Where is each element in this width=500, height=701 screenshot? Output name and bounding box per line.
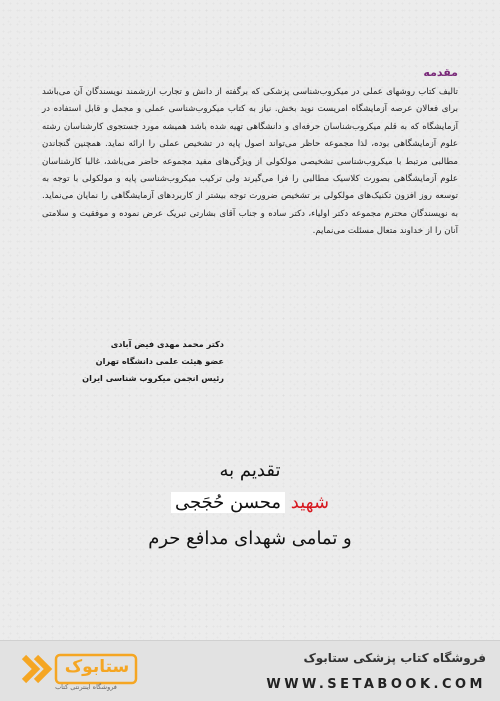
store-footer	[0, 640, 500, 701]
intro-heading: مقدمه	[423, 66, 458, 79]
martyr-word: شهید	[290, 492, 330, 513]
logo-wordmark: ستابوک	[64, 657, 130, 677]
dedication-martyr-line	[0, 492, 500, 513]
store-name: فروشگاه کتاب پزشکی ستابوک	[303, 651, 486, 665]
author-role-faculty: عضو هیئت علمی دانشگاه تهران	[95, 356, 224, 366]
author-name: دکتر محمد مهدی فیض آبادی	[110, 339, 224, 349]
intro-body	[42, 84, 458, 241]
dedication-last-line: و تمامی شهدای مدافع حرم	[148, 528, 352, 549]
author-role-president: رئیس انجمن میکروب شناسی ایران	[82, 373, 224, 383]
author-signature	[44, 336, 224, 387]
dedication-title: تقدیم به	[219, 460, 281, 481]
martyr-name: محسن حُجَجی	[171, 492, 285, 513]
logo-tagline: فروشگاه اینترنتی کتاب	[55, 683, 117, 691]
store-url[interactable]: WWW.SETABOOK.COM	[266, 677, 486, 692]
intro-paragraph: تالیف کتاب روشهای عملی در میکروب‌شناسی پزشکی که برگفته از دانش و تجارب ارزشمند نویسندگان آن می‌باشد برای فعالان عرصه آزمایشگاه امریست نوید بخش. نیاز به کتاب میکروب‌شناسی عملی و مجمل و قابل استفاده در آزمایشگاه که به قلم میکروب‌شناسان حرفه‌ای و دانشگاهی تهیه شده باشد همیشه مورد جستجوی کارشناسان رشته علوم آزمایشگاهی بوده، لذا مجموعه حاظر می‌تواند اصول پایه در تشخیص عملی را ارائه نماید. همچنین گنجاندن مطالبی مرتبط با میکروب‌شناسی تشخیصی مولکولی از ویژگی‌های مفید مجموعه حاضر می‌باشد، غالبا کارشناسان علوم آزمایشگاهی بصورت کلاسیک مطالبی را فرا می‌گیرند ولی ترکیب میکروب‌شناسی پایه و مولکولی با توجه به توسعه روز افزون تکنیک‌های مولکولی بر تشخیص ضرورت توجه بیشتر از کاربردهای آزمایشگاهی را نمایان می‌نماید. به نویسندگان محترم مجموعه دکتر اولیاء، دکتر ساده و جناب آقای بشارتی تبریک عرض نموده و موفقیت و سلامتی آنان را از خداوند متعال مسئلت می‌نمایم.	[42, 87, 458, 237]
